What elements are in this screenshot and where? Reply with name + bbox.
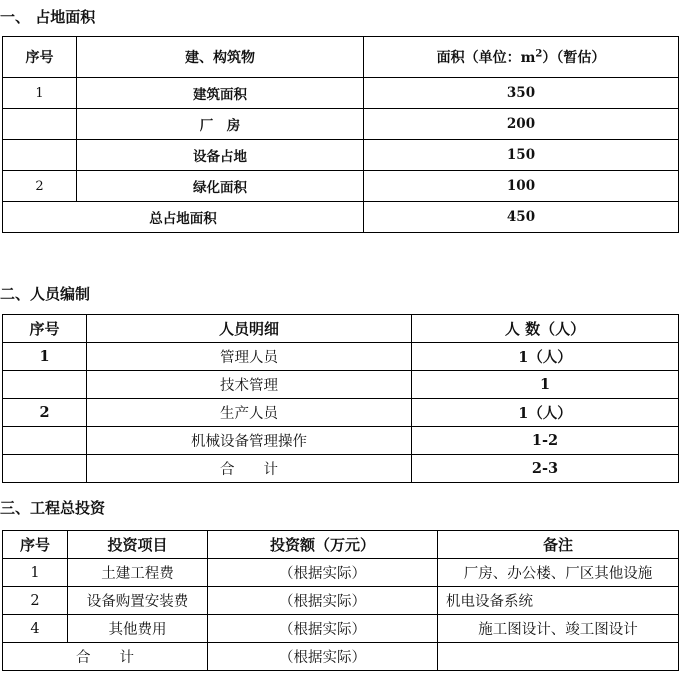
table-row xyxy=(3,427,679,455)
table-row xyxy=(3,559,679,587)
header-area: 面积（单位：$m^2$）（暂估） xyxy=(364,37,679,78)
row-name: 绿化面积 xyxy=(77,171,364,202)
row-count: 1（人） xyxy=(412,343,679,371)
total-spacer xyxy=(3,455,87,483)
row-count: 1（人） xyxy=(412,399,679,427)
row-note: 施工图设计、竣工图设计 xyxy=(438,615,679,643)
row-area: 100 xyxy=(364,171,679,202)
row-area: 350 xyxy=(364,78,679,109)
row-index: 1 xyxy=(3,559,68,587)
header-count: 人 数（人） xyxy=(412,315,679,343)
total-row xyxy=(3,455,679,483)
row-index xyxy=(3,371,87,399)
header-index: 序号 xyxy=(3,531,68,559)
row-item: 土建工程费 xyxy=(68,559,208,587)
header-amount: 投资额（万元） xyxy=(208,531,438,559)
section3-heading: 三、工程总投资 xyxy=(0,499,106,517)
row-name: 厂 房 xyxy=(77,109,364,140)
row-name: 设备占地 xyxy=(77,140,364,171)
header-note: 备注 xyxy=(438,531,679,559)
total-value: 450 xyxy=(364,202,679,233)
row-name: 机械设备管理操作 xyxy=(87,427,412,455)
table-row xyxy=(3,399,679,427)
staffing-table xyxy=(2,314,679,483)
row-count: 1 xyxy=(412,371,679,399)
table-row xyxy=(3,171,679,202)
header-item: 投资项目 xyxy=(68,531,208,559)
row-index xyxy=(3,427,87,455)
row-index: 1 xyxy=(3,343,87,371)
table-row xyxy=(3,140,679,171)
row-name: 技术管理 xyxy=(87,371,412,399)
header-index: 序号 xyxy=(3,37,77,78)
total-label: 总占地面积 xyxy=(3,202,364,233)
total-row xyxy=(3,643,679,671)
row-note: 厂房、办公楼、厂区其他设施 xyxy=(438,559,679,587)
total-value: 2-3 xyxy=(412,455,679,483)
investment-table xyxy=(2,530,679,671)
table-row xyxy=(3,109,679,140)
row-name: 建筑面积 xyxy=(77,78,364,109)
total-label: 合 计 xyxy=(87,455,412,483)
row-index: 4 xyxy=(3,615,68,643)
total-note xyxy=(438,643,679,671)
header-index: 序号 xyxy=(3,315,87,343)
row-index: 2 xyxy=(3,587,68,615)
land-area-table xyxy=(2,36,679,233)
table-header-row xyxy=(3,531,679,559)
row-count: 1-2 xyxy=(412,427,679,455)
row-index xyxy=(3,140,77,171)
row-amount: （根据实际） xyxy=(208,615,438,643)
table-header-row xyxy=(3,315,679,343)
row-item: 其他费用 xyxy=(68,615,208,643)
table-row xyxy=(3,78,679,109)
total-label: 合 计 xyxy=(3,643,208,671)
table-row xyxy=(3,343,679,371)
row-item: 设备购置安装费 xyxy=(68,587,208,615)
table-header-row xyxy=(3,37,679,78)
table-row xyxy=(3,615,679,643)
section1-heading: 一、 占地面积 xyxy=(0,8,96,26)
header-staff-detail: 人员明细 xyxy=(87,315,412,343)
row-amount: （根据实际） xyxy=(208,587,438,615)
row-name: 管理人员 xyxy=(87,343,412,371)
row-name: 生产人员 xyxy=(87,399,412,427)
table-row xyxy=(3,371,679,399)
row-index: 2 xyxy=(3,171,77,202)
header-structure: 建、构筑物 xyxy=(77,37,364,78)
total-value: （根据实际） xyxy=(208,643,438,671)
row-index xyxy=(3,109,77,140)
row-area: 150 xyxy=(364,140,679,171)
row-index: 2 xyxy=(3,399,87,427)
row-area: 200 xyxy=(364,109,679,140)
table-row xyxy=(3,587,679,615)
row-amount: （根据实际） xyxy=(208,559,438,587)
section2-heading: 二、人员编制 xyxy=(0,285,91,303)
row-index: 1 xyxy=(3,78,77,109)
row-note: 机电设备系统 xyxy=(438,587,679,615)
header-area-superscript: 2 xyxy=(535,48,543,60)
total-row xyxy=(3,202,679,233)
